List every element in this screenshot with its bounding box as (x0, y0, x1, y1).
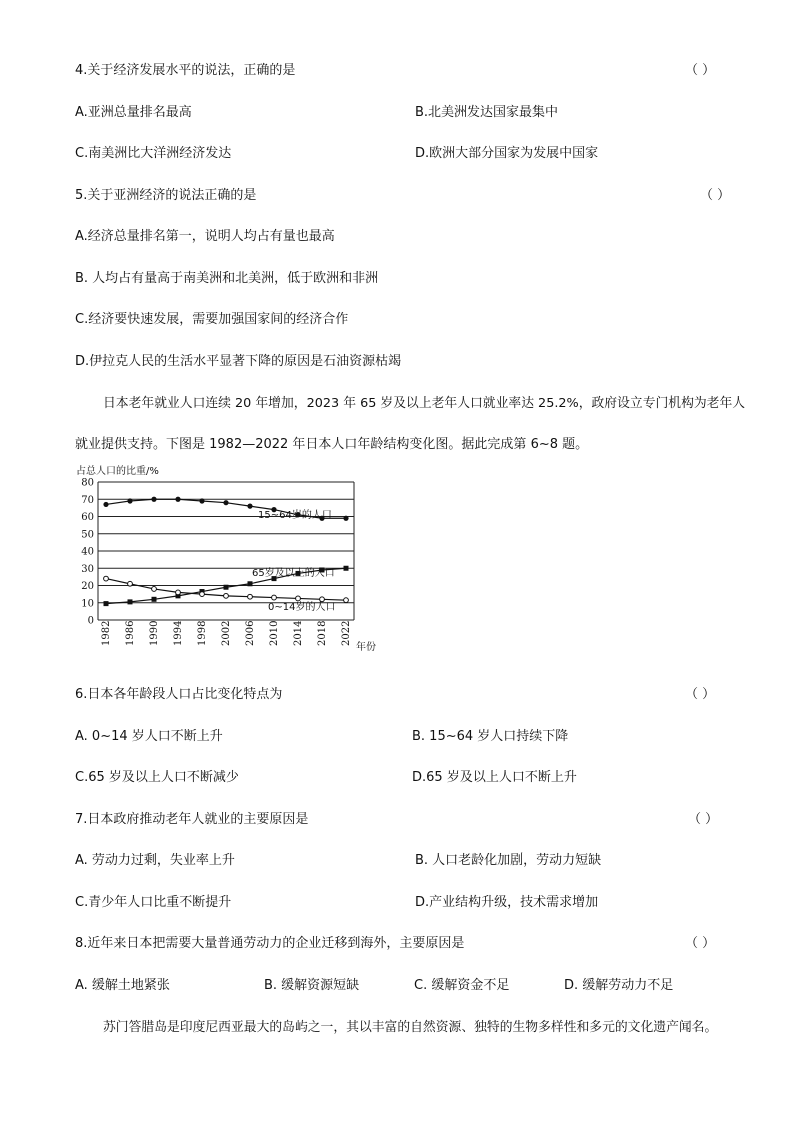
point-s2-1994 (176, 590, 181, 595)
x-tick-label-2018: 2018 (317, 620, 328, 646)
q6-answer-paren: （ ） (685, 687, 716, 702)
point-s2-2010 (272, 595, 277, 600)
q7-option-d: D.产业结构升级，技术需求增加 (415, 895, 599, 910)
x-tick-label-2014: 2014 (293, 620, 304, 646)
point-s0-1982 (103, 502, 108, 507)
point-s2-1986 (128, 581, 133, 586)
q8-option-c: C. 缓解资金不足 (414, 978, 510, 993)
q8-option-d: D. 缓解劳动力不足 (564, 978, 674, 993)
point-s0-2002 (223, 500, 228, 505)
chart-xlabel: 年份 (356, 642, 376, 653)
x-tick-label-1982: 1982 (101, 620, 112, 646)
y-tick-label-50: 50 (81, 529, 94, 541)
q7-option-b: B. 人口老龄化加剧，劳动力短缺 (415, 853, 602, 868)
y-tick-label-70: 70 (81, 494, 94, 506)
point-s1-2006 (248, 581, 253, 586)
point-s0-1998 (199, 498, 204, 503)
q5-option-b: B. 人均占有量高于南美洲和北美洲，低于欧洲和非洲 (75, 271, 379, 286)
q6-option-d: D.65 岁及以上人口不断上升 (412, 770, 577, 785)
series-label-65-plus: 65岁及以上的人口 (252, 568, 335, 579)
q8-option-b: B. 缓解资源短缺 (264, 978, 360, 993)
point-s2-2018 (320, 597, 325, 602)
q4-answer-paren: （ ） (685, 63, 716, 78)
point-s0-1994 (175, 497, 180, 502)
y-tick-label-40: 40 (81, 546, 94, 558)
point-s2-2002 (224, 593, 229, 598)
q8-stem: 8.近年来日本把需要大量普通劳动力的企业迁移到海外，主要原因是 (75, 936, 465, 951)
q5-stem: 5.关于亚洲经济的说法正确的是 (75, 188, 257, 203)
q4-option-a: A.亚洲总量排名最高 (75, 105, 192, 120)
y-tick-label-20: 20 (81, 581, 94, 592)
point-s2-2014 (296, 596, 301, 601)
point-s2-1990 (152, 587, 157, 592)
q5-answer-paren: （ ） (700, 188, 731, 203)
y-tick-label-0: 0 (87, 615, 94, 627)
q6-stem: 6.日本各年龄段人口占比变化特点为 (75, 687, 283, 702)
x-tick-label-1990: 1990 (149, 620, 160, 646)
q4-stem: 4.关于经济发展水平的说法，正确的是 (75, 63, 296, 78)
passage1-line2: 就业提供支持。下图是 1982—2022 年日本人口年龄结构变化图。据此完成第 6~8 题。 (75, 437, 589, 452)
point-s2-1982 (104, 576, 109, 581)
x-tick-label-2002: 2002 (221, 620, 232, 646)
point-s0-2022 (343, 516, 348, 521)
point-s0-1990 (151, 497, 156, 502)
x-tick-label-1986: 1986 (125, 620, 136, 646)
q4-option-d: D.欧洲大部分国家为发展中国家 (415, 146, 599, 161)
q7-answer-paren: （ ） (688, 812, 719, 827)
point-s2-1998 (200, 592, 205, 597)
point-s1-2022 (344, 566, 349, 571)
passage2-line1: 苏门答腊岛是印度尼西亚最大的岛屿之一，其以丰富的自然资源、独特的生物多样性和多元的文化遗产闻名。 (103, 1020, 718, 1035)
x-tick-label-2006: 2006 (245, 620, 256, 646)
q5-option-c: C.经济要快速发展，需要加强国家间的经济合作 (75, 312, 349, 327)
q7-option-c: C.青少年人口比重不断提升 (75, 895, 232, 910)
y-tick-label-30: 30 (81, 563, 94, 575)
population-chart-svg (72, 462, 392, 662)
q8-answer-paren: （ ） (685, 936, 716, 951)
q6-option-b: B. 15~64 岁人口持续下降 (412, 729, 569, 744)
x-tick-label-2010: 2010 (269, 620, 280, 646)
chart-ylabel: 占总人口的比重/% (76, 466, 159, 477)
passage1-line1: 日本老年就业人口连续 20 年增加，2023 年 65 岁及以上老年人口就业率达 25.2%，政府设立专门机构为老年人 (103, 396, 746, 411)
point-s1-1990 (152, 597, 157, 602)
x-tick-label-1994: 1994 (173, 620, 184, 646)
population-chart (72, 462, 392, 662)
y-tick-label-10: 10 (81, 598, 94, 610)
q7-option-a: A. 劳动力过剩，失业率上升 (75, 853, 235, 868)
q8-option-a: A. 缓解土地紧张 (75, 978, 170, 993)
series-label-15-64: 15~64岁的人口 (258, 510, 332, 521)
q7-stem: 7.日本政府推动老年人就业的主要原因是 (75, 812, 309, 827)
q6-option-c: C.65 岁及以上人口不断减少 (75, 770, 239, 785)
q5-option-d: D.伊拉克人民的生活水平显著下降的原因是石油资源枯竭 (75, 354, 402, 369)
x-tick-label-2022: 2022 (341, 620, 352, 646)
y-tick-label-80: 80 (81, 477, 94, 489)
point-s1-1982 (104, 601, 109, 606)
series-label-0-14: 0~14岁的人口 (268, 602, 336, 613)
q4-option-c: C.南美洲比大洋洲经济发达 (75, 146, 232, 161)
point-s1-2002 (224, 585, 229, 590)
point-s1-1986 (128, 599, 133, 604)
point-s2-2022 (344, 598, 349, 603)
point-s0-1986 (127, 498, 132, 503)
q4-option-b: B.北美洲发达国家最集中 (415, 105, 559, 120)
point-s2-2006 (248, 594, 253, 599)
x-tick-label-1998: 1998 (197, 620, 208, 646)
y-tick-label-60: 60 (81, 512, 94, 523)
q6-option-a: A. 0~14 岁人口不断上升 (75, 729, 223, 744)
point-s0-2006 (247, 504, 252, 509)
q5-option-a: A.经济总量排名第一，说明人均占有量也最高 (75, 229, 335, 244)
